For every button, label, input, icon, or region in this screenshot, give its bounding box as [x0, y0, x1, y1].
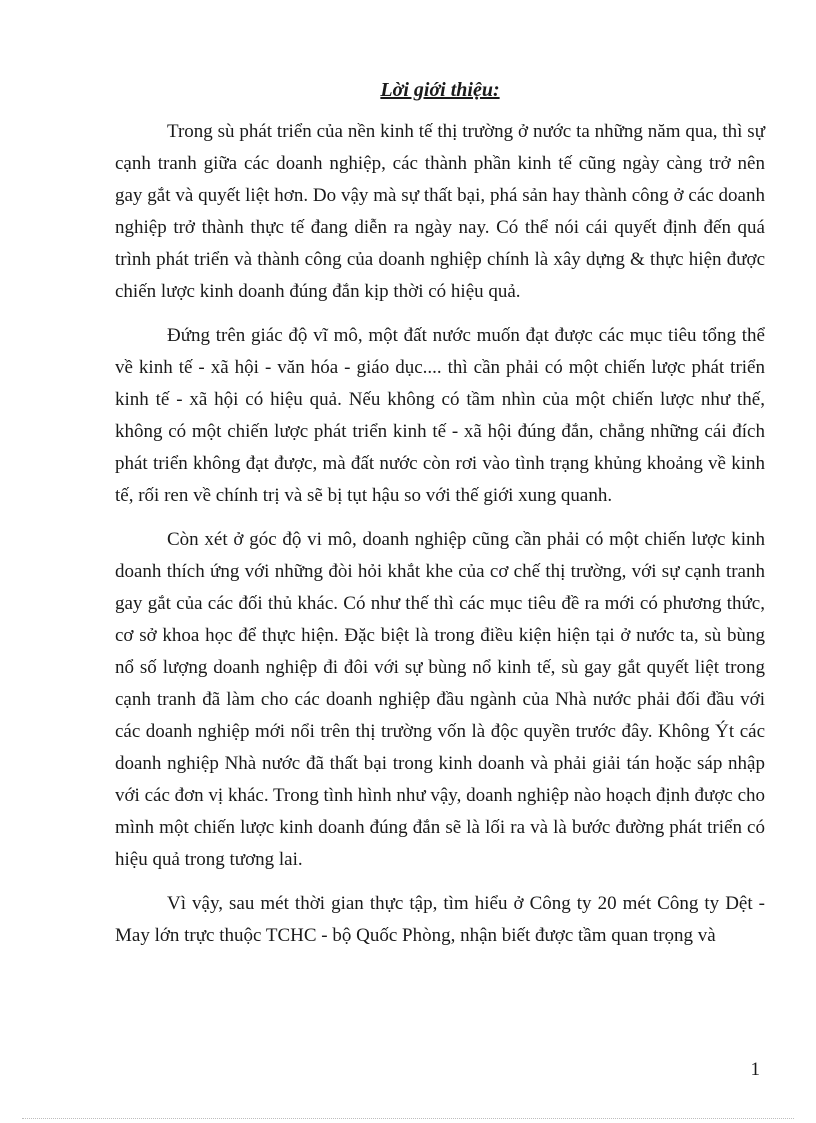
document-body [115, 74, 765, 952]
paragraph-4: Vì vậy, sau mét thời gian thực tập, tìm hiểu ở Công ty 20 mét Công ty Dệt - May lớn trực thuộc TCHC - bộ Quốc Phòng, nhận biết được tầm quan trọng và [115, 893, 765, 946]
paragraph-2: Đứng trên giác độ vĩ mô, một đất nước muốn đạt được các mục tiêu tổng thể về kinh tế - xã hội - văn hóa - giáo dục.... thì cần phải có một chiến lược phát triển kinh tế - xã hội có hiệu quả. Nếu không có tầm nhìn của một chiến lược như thế, không có một chiến lược phát triển kinh tế - xã hội đúng đắn, chẳng những cái đích phát triển không đạt được, mà đất nước còn rơi vào tình trạng khủng khoảng về kinh tế, rối ren về chính trị và sẽ bị tụt hậu so với thế giới xung quanh. [115, 325, 765, 506]
paragraph-3: Còn xét ở góc độ vi mô, doanh nghiệp cũng cần phải có một chiến lược kinh doanh thích ứng với những đòi hỏi khắt khe của cơ chế thị trường, với sự cạnh tranh gay gắt của các đối thủ khác. Có như thế thì các mục tiêu đề ra mới có phương thức, cơ sở khoa học để thực hiện. Đặc biệt là trong điều kiện hiện tại ở nước ta, sù bùng nổ số lượng doanh nghiệp đi đôi với sự bùng nổ kinh tế, sù gay gắt quyết liệt trong cạnh tranh đã làm cho các doanh nghiệp đầu ngành của Nhà nước phải đối đầu với các doanh nghiệp mới nổi trên thị trường vốn là độc quyền trước đây. Không Ýt các doanh nghiệp Nhà nước đã thất bại trong kinh doanh và phải giải tán hoặc sáp nhập với các đơn vị khác. Trong tình hình như vậy, doanh nghiệp nào hoạch định được cho mình một chiến lược kinh doanh đúng đắn sẽ là lối ra và là bước đường phát triển có hiệu quả trong tương lai. [115, 529, 766, 870]
page-title: Lời giới thiệu: [380, 79, 500, 101]
page-bottom-divider [22, 1118, 794, 1119]
page-number: 1 [750, 1059, 760, 1080]
paragraph-1: Trong sù phát triển của nền kinh tế thị trường ở nước ta những năm qua, thì sự cạnh tranh giữa các doanh nghiệp, các thành phần kinh tế cũng ngày càng trở nên gay gắt và quyết liệt hơn. Do vậy mà sự thất bại, phá sản hay thành công ở các doanh nghiệp trở thành thực tế đang diễn ra ngày nay. Có thể nói cái quyết định đến quá trình phát triển và thành công của doanh nghiệp chính là xây dựng & thực hiện được chiến lược kinh doanh đúng đắn kịp thời có hiệu quả. [115, 121, 765, 302]
